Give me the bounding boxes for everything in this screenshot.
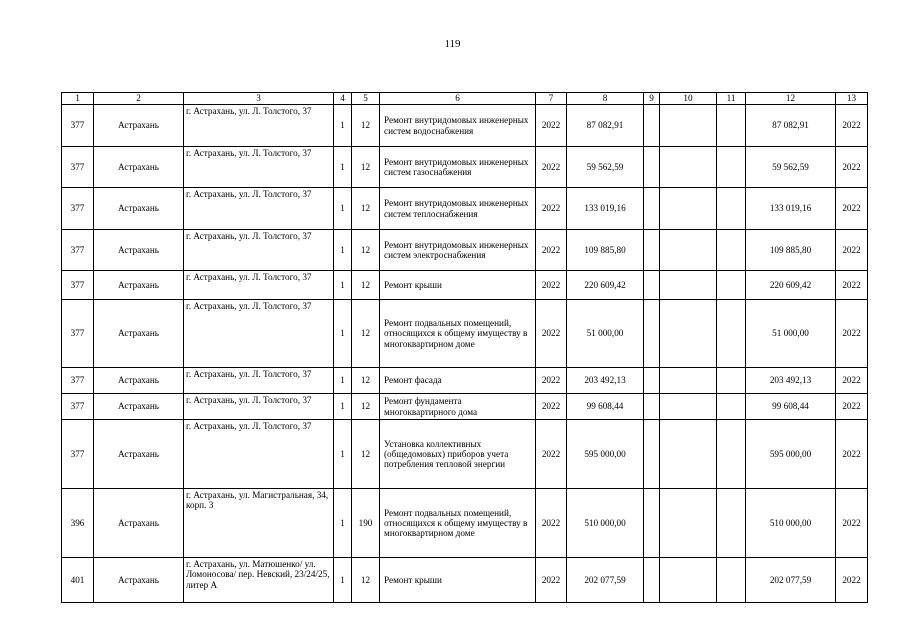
row-number-cell: 377 bbox=[62, 368, 94, 394]
cost-local-cell bbox=[717, 558, 746, 603]
cost-regional-cell bbox=[660, 368, 717, 394]
cost-local-cell bbox=[717, 271, 746, 300]
total-cost-cell: 133 019,16 bbox=[567, 188, 644, 230]
municipality-cell: Астрахань bbox=[94, 105, 184, 147]
cost-local-cell bbox=[717, 188, 746, 230]
page-number: 119 bbox=[444, 38, 461, 50]
cost-owners-cell: 510 000,00 bbox=[746, 489, 836, 558]
work-type-cell: Ремонт внутридомовых инженерных систем газоснабжения bbox=[380, 147, 536, 188]
cost-regional-cell bbox=[660, 420, 717, 489]
work-code-cell: 12 bbox=[352, 394, 380, 420]
house-group-cell: 1 bbox=[334, 188, 352, 230]
table-row bbox=[62, 230, 868, 271]
address-cell: г. Астрахань, ул. Л. Толстого, 37 bbox=[184, 188, 334, 230]
row-number-cell: 396 bbox=[62, 489, 94, 558]
year-start-cell: 2022 bbox=[536, 230, 567, 271]
house-group-cell: 1 bbox=[334, 489, 352, 558]
work-type-cell: Ремонт подвальных помещений, относящихся к общему имуществу в многоквартирном доме bbox=[380, 300, 536, 368]
total-cost-cell: 51 000,00 bbox=[567, 300, 644, 368]
cost-owners-cell: 203 492,13 bbox=[746, 368, 836, 394]
year-end-cell: 2022 bbox=[836, 420, 868, 489]
column-header: 7 bbox=[536, 93, 567, 105]
row-number-cell: 377 bbox=[62, 105, 94, 147]
cost-local-cell bbox=[717, 394, 746, 420]
work-code-cell: 12 bbox=[352, 105, 380, 147]
cost-regional-cell bbox=[660, 300, 717, 368]
house-group-cell: 1 bbox=[334, 147, 352, 188]
cost-owners-cell: 202 077,59 bbox=[746, 558, 836, 603]
column-header: 6 bbox=[380, 93, 536, 105]
table-body bbox=[62, 105, 868, 603]
row-number-cell: 377 bbox=[62, 271, 94, 300]
table-row bbox=[62, 188, 868, 230]
cost-regional-cell bbox=[660, 271, 717, 300]
cost-owners-cell: 99 608,44 bbox=[746, 394, 836, 420]
year-end-cell: 2022 bbox=[836, 489, 868, 558]
cost-federal-cell bbox=[644, 230, 660, 271]
column-header: 10 bbox=[660, 93, 717, 105]
row-number-cell: 377 bbox=[62, 394, 94, 420]
address-cell: г. Астрахань, ул. Л. Толстого, 37 bbox=[184, 368, 334, 394]
cost-local-cell bbox=[717, 368, 746, 394]
work-code-cell: 12 bbox=[352, 300, 380, 368]
column-header: 11 bbox=[717, 93, 746, 105]
work-type-cell: Ремонт внутридомовых инженерных систем теплоснабжения bbox=[380, 188, 536, 230]
cost-regional-cell bbox=[660, 105, 717, 147]
municipality-cell: Астрахань bbox=[94, 368, 184, 394]
work-code-cell: 12 bbox=[352, 368, 380, 394]
column-header: 1 bbox=[62, 93, 94, 105]
address-cell: г. Астрахань, ул. Матюшенко/ ул. Ломоносова/ пер. Невский, 23/24/25, литер А bbox=[184, 558, 334, 603]
address-cell: г. Астрахань, ул. Л. Толстого, 37 bbox=[184, 300, 334, 368]
cost-owners-cell: 109 885,80 bbox=[746, 230, 836, 271]
cost-federal-cell bbox=[644, 489, 660, 558]
address-cell: г. Астрахань, ул. Л. Толстого, 37 bbox=[184, 147, 334, 188]
address-cell: г. Астрахань, ул. Л. Толстого, 37 bbox=[184, 105, 334, 147]
cost-federal-cell bbox=[644, 558, 660, 603]
total-cost-cell: 510 000,00 bbox=[567, 489, 644, 558]
house-group-cell: 1 bbox=[334, 420, 352, 489]
municipality-cell: Астрахань bbox=[94, 230, 184, 271]
work-code-cell: 12 bbox=[352, 558, 380, 603]
total-cost-cell: 202 077,59 bbox=[567, 558, 644, 603]
work-type-cell: Установка коллективных (общедомовых) приборов учета потребления тепловой энергии bbox=[380, 420, 536, 489]
house-group-cell: 1 bbox=[334, 271, 352, 300]
cost-local-cell bbox=[717, 230, 746, 271]
year-start-cell: 2022 bbox=[536, 420, 567, 489]
house-group-cell: 1 bbox=[334, 558, 352, 603]
total-cost-cell: 220 609,42 bbox=[567, 271, 644, 300]
year-end-cell: 2022 bbox=[836, 230, 868, 271]
address-cell: г. Астрахань, ул. Л. Толстого, 37 bbox=[184, 420, 334, 489]
column-header: 5 bbox=[352, 93, 380, 105]
year-start-cell: 2022 bbox=[536, 489, 567, 558]
column-number-row bbox=[62, 93, 868, 105]
year-end-cell: 2022 bbox=[836, 300, 868, 368]
work-type-cell: Ремонт внутридомовых инженерных систем электроснабжения bbox=[380, 230, 536, 271]
municipality-cell: Астрахань bbox=[94, 300, 184, 368]
column-header: 2 bbox=[94, 93, 184, 105]
column-header: 8 bbox=[567, 93, 644, 105]
work-code-cell: 12 bbox=[352, 230, 380, 271]
year-end-cell: 2022 bbox=[836, 188, 868, 230]
municipality-cell: Астрахань bbox=[94, 271, 184, 300]
table-row bbox=[62, 368, 868, 394]
cost-regional-cell bbox=[660, 394, 717, 420]
cost-federal-cell bbox=[644, 300, 660, 368]
table-row bbox=[62, 300, 868, 368]
address-cell: г. Астрахань, ул. Л. Толстого, 37 bbox=[184, 230, 334, 271]
work-code-cell: 12 bbox=[352, 420, 380, 489]
year-end-cell: 2022 bbox=[836, 394, 868, 420]
work-code-cell: 12 bbox=[352, 188, 380, 230]
year-end-cell: 2022 bbox=[836, 105, 868, 147]
total-cost-cell: 99 608,44 bbox=[567, 394, 644, 420]
row-number-cell: 377 bbox=[62, 188, 94, 230]
cost-federal-cell bbox=[644, 368, 660, 394]
address-cell: г. Астрахань, ул. Л. Толстого, 37 bbox=[184, 394, 334, 420]
cost-owners-cell: 51 000,00 bbox=[746, 300, 836, 368]
cost-federal-cell bbox=[644, 420, 660, 489]
cost-owners-cell: 220 609,42 bbox=[746, 271, 836, 300]
total-cost-cell: 109 885,80 bbox=[567, 230, 644, 271]
work-type-cell: Ремонт фундамента многоквартирного дома bbox=[380, 394, 536, 420]
work-type-cell: Ремонт подвальных помещений, относящихся к общему имуществу в многоквартирном доме bbox=[380, 489, 536, 558]
address-cell: г. Астрахань, ул. Л. Толстого, 37 bbox=[184, 271, 334, 300]
cost-owners-cell: 87 082,91 bbox=[746, 105, 836, 147]
table-row bbox=[62, 420, 868, 489]
total-cost-cell: 203 492,13 bbox=[567, 368, 644, 394]
row-number-cell: 377 bbox=[62, 420, 94, 489]
work-code-cell: 190 bbox=[352, 489, 380, 558]
cost-regional-cell bbox=[660, 558, 717, 603]
house-group-cell: 1 bbox=[334, 368, 352, 394]
total-cost-cell: 595 000,00 bbox=[567, 420, 644, 489]
row-number-cell: 377 bbox=[62, 147, 94, 188]
year-start-cell: 2022 bbox=[536, 147, 567, 188]
year-start-cell: 2022 bbox=[536, 105, 567, 147]
table-row bbox=[62, 271, 868, 300]
cost-local-cell bbox=[717, 420, 746, 489]
municipality-cell: Астрахань bbox=[94, 394, 184, 420]
work-type-cell: Ремонт фасада bbox=[380, 368, 536, 394]
table-row bbox=[62, 558, 868, 603]
cost-federal-cell bbox=[644, 271, 660, 300]
table-row bbox=[62, 147, 868, 188]
year-start-cell: 2022 bbox=[536, 558, 567, 603]
cost-federal-cell bbox=[644, 105, 660, 147]
cost-local-cell bbox=[717, 105, 746, 147]
cost-regional-cell bbox=[660, 188, 717, 230]
column-header: 13 bbox=[836, 93, 868, 105]
year-end-cell: 2022 bbox=[836, 271, 868, 300]
column-header: 9 bbox=[644, 93, 660, 105]
year-start-cell: 2022 bbox=[536, 188, 567, 230]
capital-repair-table bbox=[61, 92, 868, 603]
municipality-cell: Астрахань bbox=[94, 188, 184, 230]
row-number-cell: 377 bbox=[62, 300, 94, 368]
table-row bbox=[62, 105, 868, 147]
total-cost-cell: 87 082,91 bbox=[567, 105, 644, 147]
year-start-cell: 2022 bbox=[536, 271, 567, 300]
cost-federal-cell bbox=[644, 394, 660, 420]
column-header: 3 bbox=[184, 93, 334, 105]
house-group-cell: 1 bbox=[334, 230, 352, 271]
table-row bbox=[62, 489, 868, 558]
municipality-cell: Астрахань bbox=[94, 147, 184, 188]
year-end-cell: 2022 bbox=[836, 558, 868, 603]
address-cell: г. Астрахань, ул. Магистральная, 34, корп. 3 bbox=[184, 489, 334, 558]
cost-local-cell bbox=[717, 300, 746, 368]
work-code-cell: 12 bbox=[352, 271, 380, 300]
column-header: 12 bbox=[746, 93, 836, 105]
row-number-cell: 377 bbox=[62, 230, 94, 271]
cost-owners-cell: 595 000,00 bbox=[746, 420, 836, 489]
work-code-cell: 12 bbox=[352, 147, 380, 188]
cost-regional-cell bbox=[660, 230, 717, 271]
cost-owners-cell: 133 019,16 bbox=[746, 188, 836, 230]
cost-local-cell bbox=[717, 147, 746, 188]
house-group-cell: 1 bbox=[334, 300, 352, 368]
cost-federal-cell bbox=[644, 188, 660, 230]
municipality-cell: Астрахань bbox=[94, 489, 184, 558]
column-header: 4 bbox=[334, 93, 352, 105]
work-type-cell: Ремонт крыши bbox=[380, 271, 536, 300]
year-end-cell: 2022 bbox=[836, 368, 868, 394]
cost-local-cell bbox=[717, 489, 746, 558]
row-number-cell: 401 bbox=[62, 558, 94, 603]
cost-regional-cell bbox=[660, 147, 717, 188]
table-row bbox=[62, 394, 868, 420]
cost-regional-cell bbox=[660, 489, 717, 558]
year-start-cell: 2022 bbox=[536, 300, 567, 368]
municipality-cell: Астрахань bbox=[94, 420, 184, 489]
work-type-cell: Ремонт крыши bbox=[380, 558, 536, 603]
cost-owners-cell: 59 562,59 bbox=[746, 147, 836, 188]
year-start-cell: 2022 bbox=[536, 368, 567, 394]
year-end-cell: 2022 bbox=[836, 147, 868, 188]
total-cost-cell: 59 562,59 bbox=[567, 147, 644, 188]
cost-federal-cell bbox=[644, 147, 660, 188]
house-group-cell: 1 bbox=[334, 105, 352, 147]
work-type-cell: Ремонт внутридомовых инженерных систем водоснабжения bbox=[380, 105, 536, 147]
house-group-cell: 1 bbox=[334, 394, 352, 420]
year-start-cell: 2022 bbox=[536, 394, 567, 420]
municipality-cell: Астрахань bbox=[94, 558, 184, 603]
